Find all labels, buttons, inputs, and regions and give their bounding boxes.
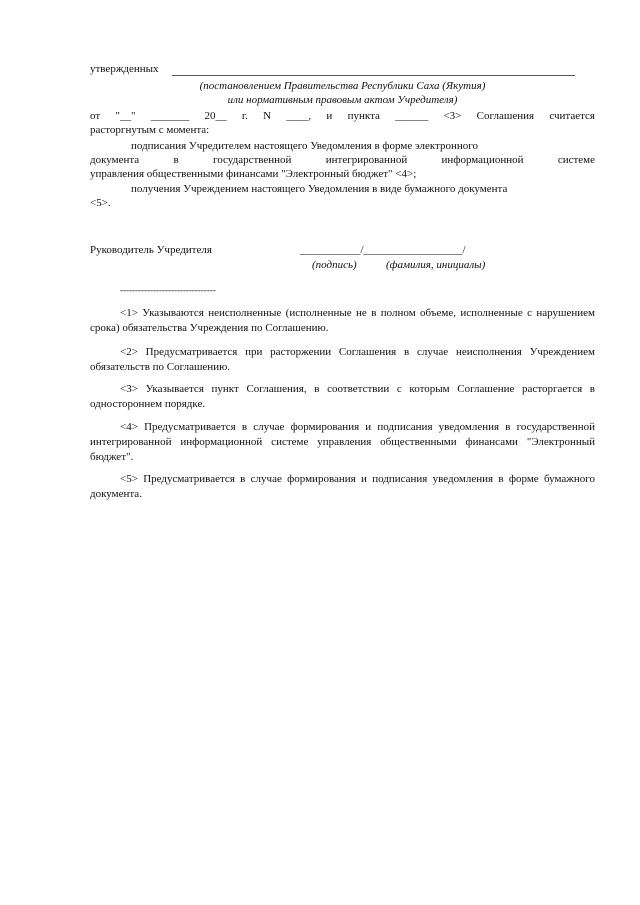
subnote-line-1: (постановлением Правительства Республики Саха (Якутия) [199, 80, 486, 92]
signatory-role: Руководитель Учредителя [90, 244, 212, 256]
name-caption: (фамилия, инициалы) [386, 259, 486, 271]
footnote-1: <1> Указываются неисполненные (исполненные не в полном объеме, исполненные с нарушением срока) обязательства Учреждения по Соглашению. [90, 307, 595, 334]
termination-moment-line: расторгнутым с момента: [90, 124, 210, 136]
footnote-3: <3> Указывается пункт Соглашения, в соответствии с которым Соглашение расторгается в одностороннем порядке. [90, 383, 595, 410]
footnote-separator: -------------------------------- [120, 285, 216, 295]
paper-option-end: <5>. [90, 197, 111, 209]
signature-caption: (подпись) [312, 259, 357, 271]
electronic-option-first: подписания Учредителем настоящего Уведомления в форме электронного [131, 140, 478, 152]
subnote-line-2: или нормативным правовым актом Учредителя) [227, 94, 458, 106]
footnote-5: <5> Предусматривается в случае формирования и подписания уведомления в форме бумажного документа. [90, 473, 595, 500]
footnote-2: <2> Предусматривается при расторжении Соглашения в случае неисполнения Учреждением обязательств по Соглашению. [90, 346, 595, 373]
electronic-option-second: документа в государственной интегрированной информационной системе [90, 154, 595, 166]
signature-lines: ___________/__________________/ [300, 244, 466, 256]
electronic-option-end: управления общественными финансами "Электронный бюджет" <4>; [90, 168, 417, 180]
footnote-4: <4> Предусматривается в случае формирования и подписания уведомления в государственной интегрированной информационной системе управления общественными финансами "Электронный бюджет". [90, 421, 595, 463]
fill-in-line [172, 75, 575, 76]
approved-label: утвержденных [90, 63, 159, 75]
paper-option-first: получения Учреждением настоящего Уведомления в виде бумажного документа [131, 183, 508, 195]
date-line: от "__" _______ 20__ г. N ____, и пункта ______ <3> Соглашения считается [90, 110, 595, 122]
